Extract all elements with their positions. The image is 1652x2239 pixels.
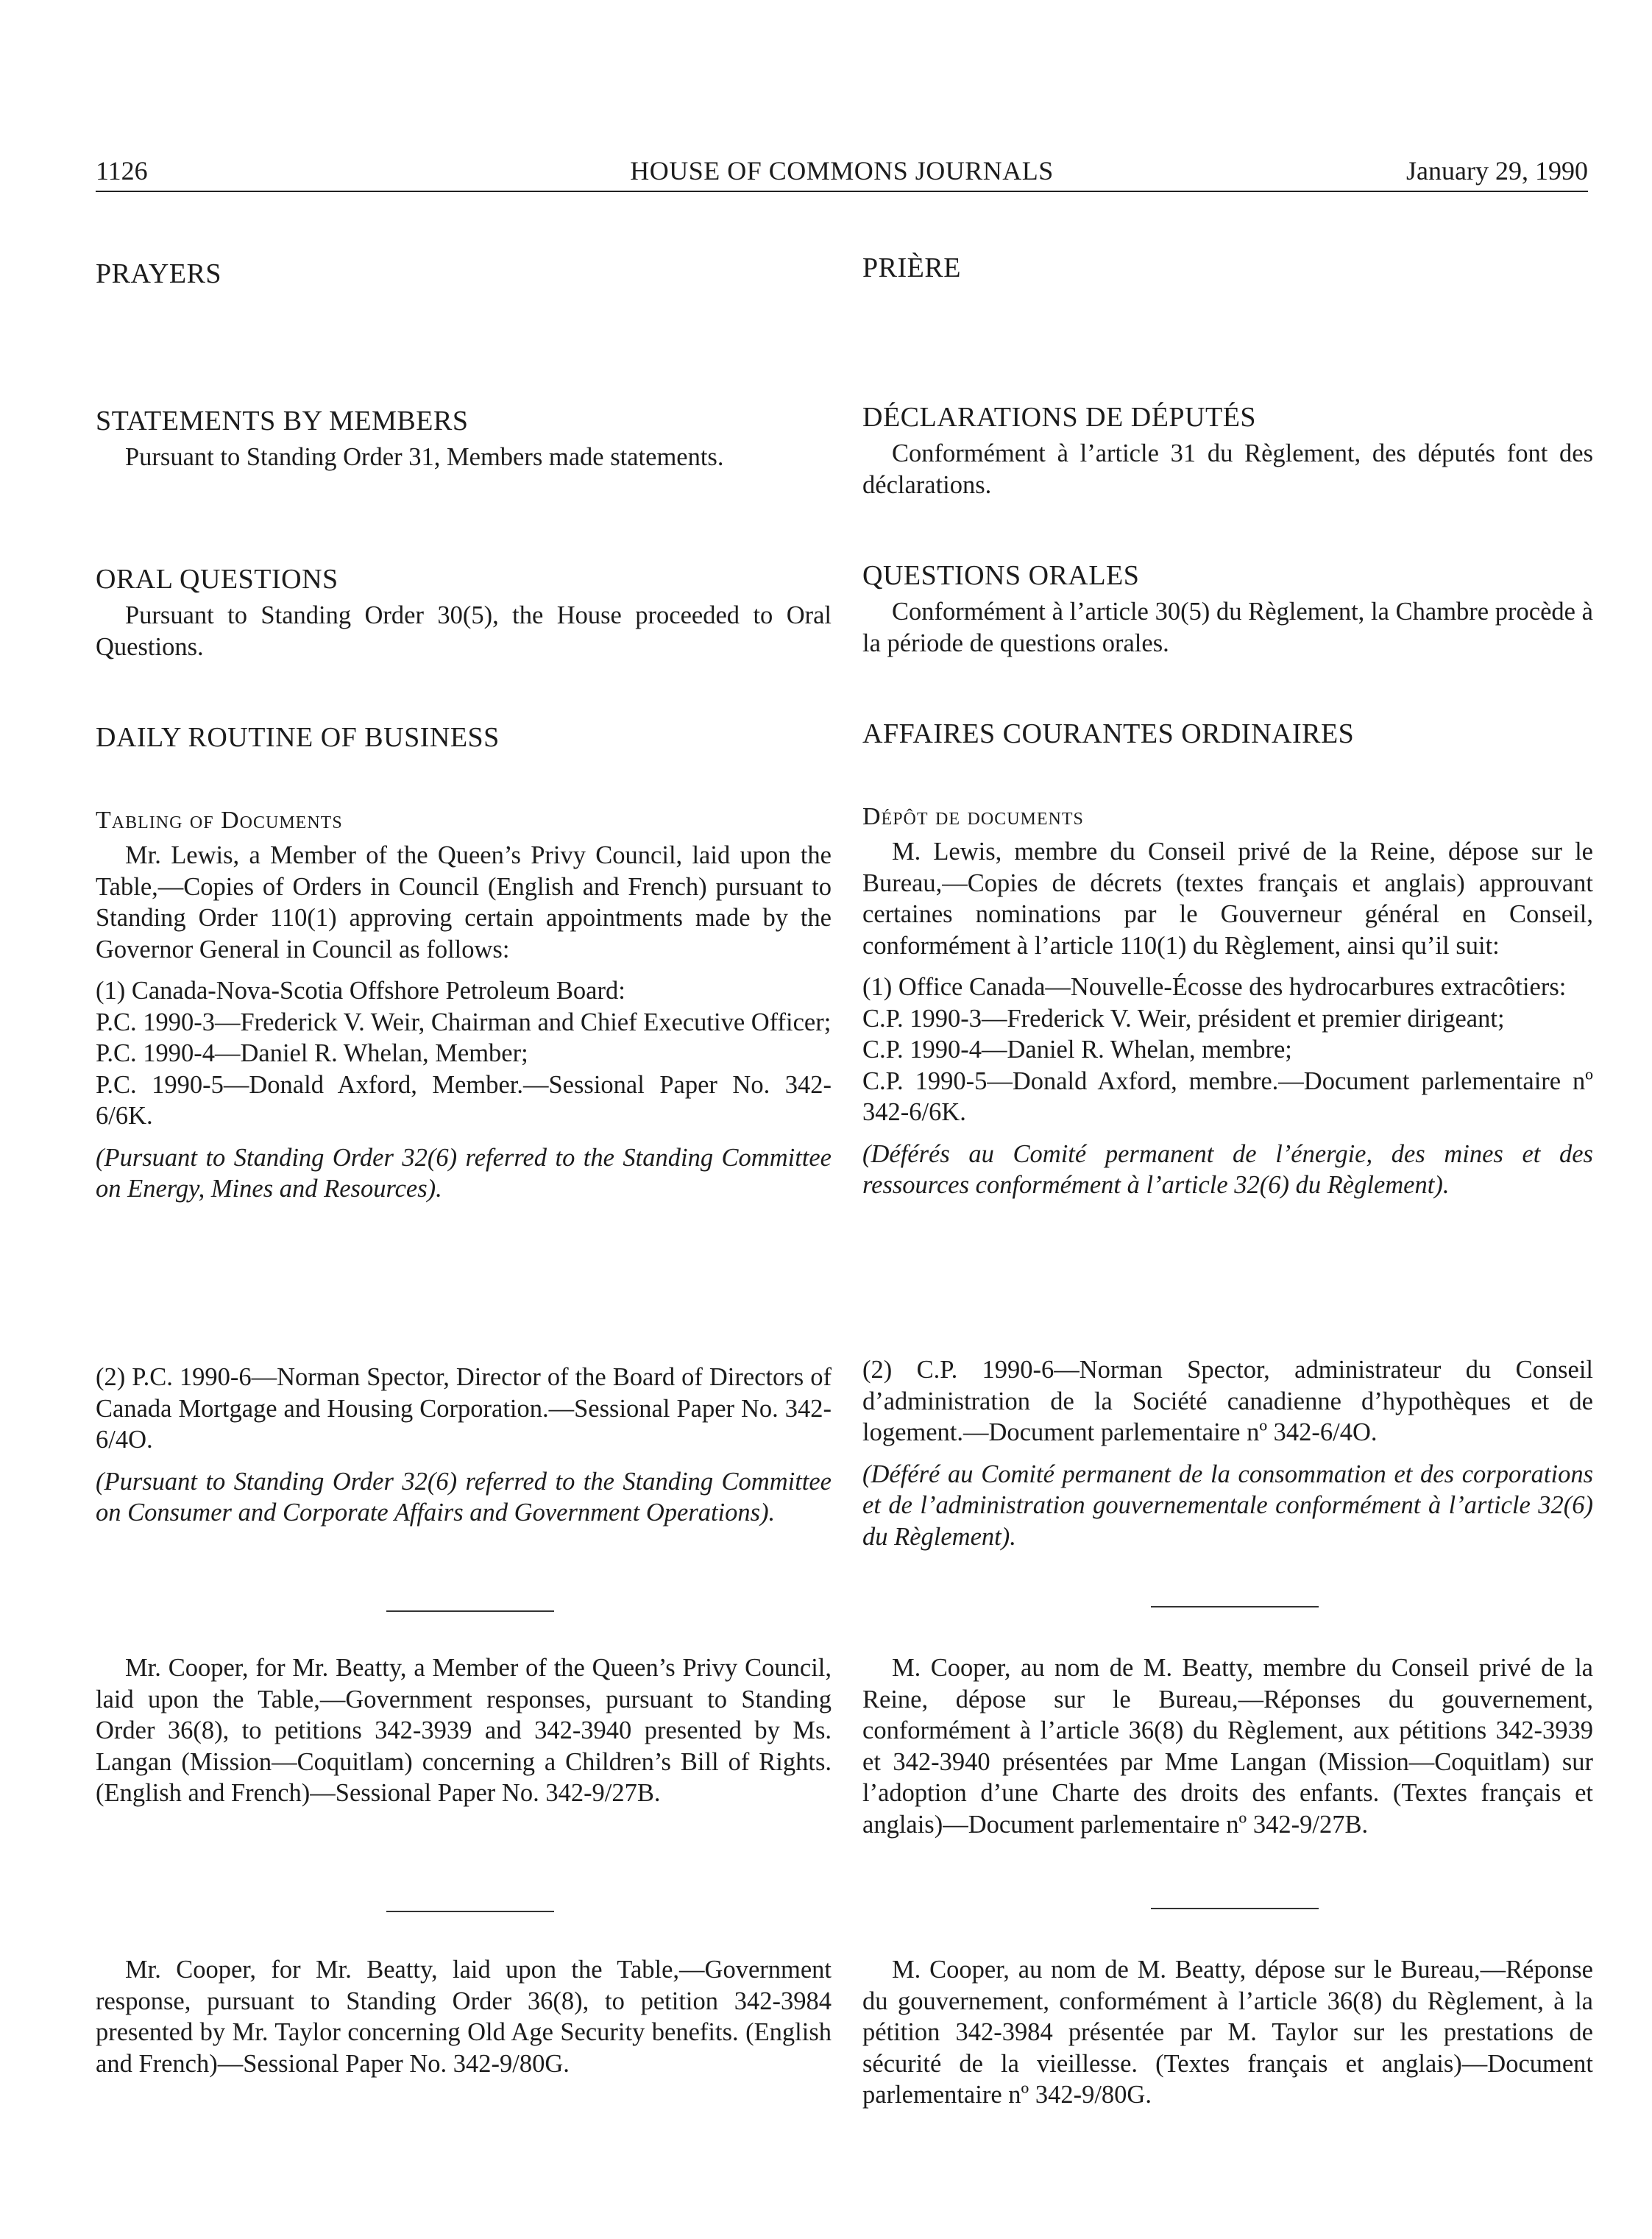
separator-rule bbox=[386, 1610, 554, 1612]
statements-section bbox=[96, 405, 832, 473]
separator-rule-fr bbox=[1151, 1908, 1319, 1909]
item1-line1: P.C. 1990-3—Frederick V. Weir, Chairman and Chief Executive Officer; bbox=[96, 1008, 832, 1036]
oral-questions-section-fr bbox=[862, 559, 1593, 659]
item2-text-fr: (2) C.P. 1990-6—Norman Spector, administrateur du Conseil d’administration de la Société canadienne d’hypothèques et de logement.—Document parlementaire nº 342-6/4O. bbox=[862, 1356, 1593, 1446]
item1-line3-fr: C.P. 1990-5—Donald Axford, membre.—Document parlementaire nº 342-6/6K. bbox=[862, 1067, 1593, 1126]
tabling-subheading: Tabling of Documents bbox=[96, 807, 343, 834]
running-header bbox=[96, 151, 1588, 192]
cooper-response-2-fr bbox=[862, 1954, 1593, 2111]
cooper-response-1 bbox=[96, 1652, 832, 1809]
item1-line2-fr: C.P. 1990-4—Daniel R. Whelan, membre; bbox=[862, 1036, 1292, 1064]
cooper-response-2-text-fr: M. Cooper, au nom de M. Beatty, dépose sur le Bureau,—Réponse du gouvernement, conformément à l’article 36(8) du Règlement, à la pétition 342-3984 présentée par M. Taylor sur les prestations de sécurité de la vieillesse. (Textes français et anglais)—Document parlementaire nº 342-9/80G. bbox=[862, 1956, 1593, 2109]
item1-title-fr: (1) Office Canada—Nouvelle-Écosse des hydrocarbures extracôtiers: bbox=[862, 973, 1567, 1001]
routine-heading-text-fr: AFFAIRES COURANTES ORDINAIRES bbox=[862, 718, 1355, 749]
tabling-intro-fr: M. Lewis, membre du Conseil privé de la Reine, dépose sur le Bureau,—Copies de décrets (textes français et anglais) approuvant certaines nominations par le Gouverneur général en Conseil, conformément à l’article 110(1) du Règlement, ainsi qu’il suit: bbox=[862, 838, 1593, 960]
separator-rule-fr bbox=[1151, 1606, 1319, 1607]
item1-referral-fr: (Déférés au Comité permanent de l’énergie, des mines et des ressources conformément à l’article 32(6) du Règlement). bbox=[862, 1139, 1593, 1199]
journal-title: HOUSE OF COMMONS JOURNALS bbox=[630, 156, 1054, 185]
separator-rule bbox=[386, 1911, 554, 1912]
item1-line3: P.C. 1990-5—Donald Axford, Member.—Sessional Paper No. 342-6/6K. bbox=[96, 1070, 832, 1130]
item1-line2: P.C. 1990-4—Daniel R. Whelan, Member; bbox=[96, 1039, 528, 1067]
statements-heading: STATEMENTS BY MEMBERS bbox=[96, 406, 469, 436]
appointment-list bbox=[96, 975, 832, 1132]
item2-referral: (Pursuant to Standing Order 32(6) referred to the Standing Committee on Consumer and Corporate Affairs and Government Operations). bbox=[96, 1467, 832, 1527]
item1-referral: (Pursuant to Standing Order 32(6) referred to the Standing Committee on Energy, Mines and Resources). bbox=[96, 1143, 832, 1203]
cooper-response-1-text-fr: M. Cooper, au nom de M. Beatty, membre du Conseil privé de la Reine, dépose sur le Bureau,—Réponses du gouvernement, conformément à l’article 36(8) du Règlement, aux pétitions 342-3939 et 342-3940 présentées par Mme Langan (Mission—Coquitlam) sur l’adoption d’une Charte des droits des enfants. (Textes français et anglais)—Document parlementaire nº 342-9/27B. bbox=[862, 1654, 1593, 1839]
tabling-section bbox=[96, 806, 832, 1205]
item1-title: (1) Canada-Nova-Scotia Offshore Petroleum Board: bbox=[96, 977, 625, 1005]
prayers-heading: PRAYERS bbox=[96, 258, 222, 289]
item2-referral-fr: (Déféré au Comité permanent de la consommation et des corporations et de l’administration gouvernementale conformément à l’article 32(6) du Règlement). bbox=[862, 1460, 1593, 1551]
routine-heading-text: DAILY ROUTINE OF BUSINESS bbox=[96, 722, 500, 753]
tabling-subheading-fr: Dépôt de documents bbox=[862, 803, 1084, 830]
oral-questions-section bbox=[96, 563, 832, 662]
item2-section-fr bbox=[862, 1354, 1593, 1552]
oral-questions-heading: ORAL QUESTIONS bbox=[96, 564, 338, 595]
cooper-response-1-text: Mr. Cooper, for Mr. Beatty, a Member of the Queen’s Privy Council, laid upon the Table,—Government responses, pursuant to Standing Order 36(8), to petitions 342-3939 and 342-3940 presented by Ms. Langan (Mission—Coquitlam) concerning a Children’s Bill of Rights. (English and French)—Sessional Paper No. 342-9/27B. bbox=[96, 1654, 832, 1807]
item2-text: (2) P.C. 1990-6—Norman Spector, Director of the Board of Directors of Canada Mortgage and Housing Corporation.—Sessional Paper No. 342-6/4O. bbox=[96, 1363, 832, 1454]
header-date: January 29, 1990 bbox=[1406, 156, 1588, 185]
cooper-response-2-text: Mr. Cooper, for Mr. Beatty, laid upon the Table,—Government response, pursuant to Standing Order 36(8), to petition 342-3984 presented by Mr. Taylor concerning Old Age Security benefits. (English and French)—Sessional Paper No. 342-9/80G. bbox=[96, 1956, 832, 2078]
statements-text: Pursuant to Standing Order 31, Members made statements. bbox=[125, 443, 724, 471]
oral-questions-text: Pursuant to Standing Order 30(5), the House proceeded to Oral Questions. bbox=[96, 601, 832, 661]
item2-section bbox=[96, 1362, 832, 1529]
cooper-response-1-fr bbox=[862, 1652, 1593, 1840]
oral-questions-heading-fr: QUESTIONS ORALES bbox=[862, 560, 1140, 591]
appointment-list-fr bbox=[862, 972, 1593, 1128]
cooper-response-2 bbox=[96, 1954, 832, 2079]
routine-heading-fr bbox=[862, 718, 1593, 750]
tabling-intro: Mr. Lewis, a Member of the Queen’s Privy Council, laid upon the Table,—Copies of Orders in Council (English and French) pursuant to Standing Order 110(1) approving certain appointments made by the Governor General in Council as follows: bbox=[96, 841, 832, 963]
routine-heading bbox=[96, 721, 832, 754]
oral-questions-text-fr: Conformément à l’article 30(5) du Règlement, la Chambre procède à la période de questions orales. bbox=[862, 598, 1593, 657]
statements-text-fr: Conformément à l’article 31 du Règlement, des députés font des déclarations. bbox=[862, 439, 1593, 499]
tabling-section-fr bbox=[862, 802, 1593, 1201]
item1-line1-fr: C.P. 1990-3—Frederick V. Weir, président et premier dirigeant; bbox=[862, 1004, 1505, 1033]
prayers-heading-fr: PRIÈRE bbox=[862, 252, 961, 283]
statements-section-fr bbox=[862, 401, 1593, 500]
page-number: 1126 bbox=[96, 156, 148, 185]
statements-heading-fr: DÉCLARATIONS DE DÉPUTÉS bbox=[862, 402, 1257, 433]
